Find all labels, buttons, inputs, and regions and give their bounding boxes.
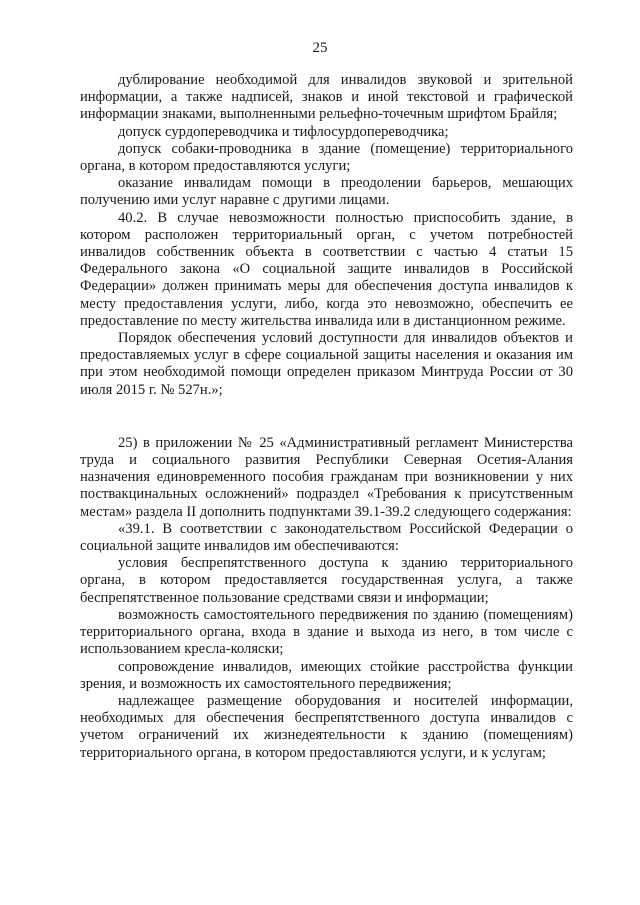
paragraph: 40.2. В случае невозможности полностью приспособить здание, в котором расположен территориальный орган, с учетом потребностей инвалидов собственник объекта в соответствии с частью 4 статьи 15 Федерального закона «О социальной защите инвалидов в Российской Федерации» должен принимать меры для обеспечения доступа инвалидов к месту предоставления услуги, либо, когда это невозможно, обеспечить ее предоставление по месту жительства инвалида или в дистанционном режиме. (80, 209, 573, 329)
paragraph: дублирование необходимой для инвалидов звуковой и зрительной информации, а также надписей, знаков и иной текстовой и графической информации знаками, выполненными рельефно-точечным шрифтом Брайля; (80, 72, 573, 123)
paragraph: надлежащее размещение оборудования и носителей информации, необходимых для обеспечения беспрепятственного доступа инвалидов с учетом ограничений их жизнедеятельности к зданию (помещениям) территориального органа, в котором предоставляются услуги, и к услугам; (80, 692, 573, 761)
paragraph: оказание инвалидам помощи в преодолении барьеров, мешающих получению ими услуг наравне с другими лицами. (80, 175, 573, 209)
paragraph: условия беспрепятственного доступа к зданию территориального органа, в котором предоставляется государственная услуга, а также беспрепятственное пользование средствами связи и информации; (80, 555, 573, 606)
paragraph: допуск собаки-проводника в здание (помещение) территориального органа, в котором предоставляются услуги; (80, 140, 573, 175)
paragraph: допуск сурдопереводчика и тифлосурдопереводчика; (118, 123, 449, 140)
document-body (80, 72, 573, 762)
paragraph: возможность самостоятельного передвижения по зданию (помещениям) территориального органа, входа в здание и выхода из него, в том числе с использованием кресла-коляски; (80, 606, 573, 658)
paragraph: 25) в приложении № 25 «Административный регламент Министерства труда и социального развития Республики Северная Осетия-Алания назначения единовременного пособия гражданам при возникновении у них поствакцинальных осложнений» подраздел «Требования к присутственным местам» раздела II дополнить подпунктами 39.1-39.2 следующего содержания: (80, 434, 573, 520)
paragraph: «39.1. В соответствии с законодательством Российской Федерации о социальной защите инвалидов им обеспечиваются: (80, 520, 573, 555)
page-number: 25 (312, 40, 328, 56)
paragraph: сопровождение инвалидов, имеющих стойкие расстройства функции зрения, и возможность их самостоятельного передвижения; (80, 658, 573, 692)
paragraph: Порядок обеспечения условий доступности для инвалидов объектов и предоставляемых услуг в сфере социальной защиты населения и оказания им при этом необходимой помощи определен приказом Минтруда России от 30 июля 2015 г. № 527н.»; (80, 330, 573, 398)
